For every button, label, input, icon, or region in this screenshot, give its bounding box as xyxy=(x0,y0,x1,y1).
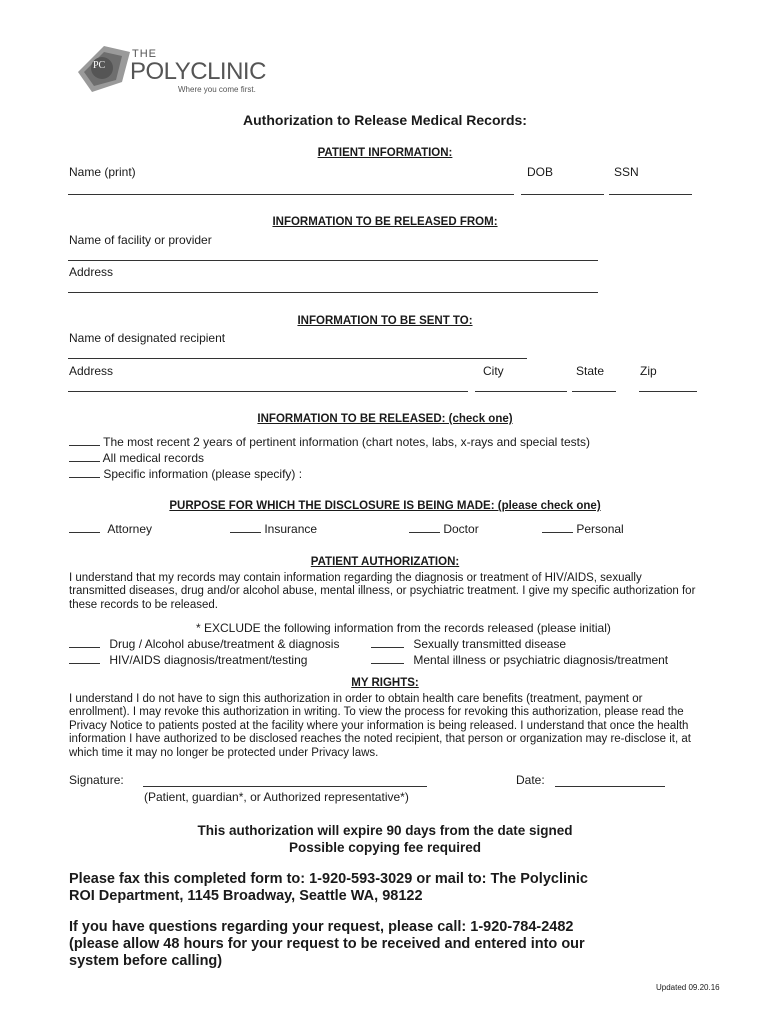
fax-line-2: ROI Department, 1145 Broadway, Seattle WA, 98122 xyxy=(69,888,423,904)
purpose-label: Personal xyxy=(576,522,624,536)
initial-blank[interactable] xyxy=(371,647,404,648)
release-option-recent[interactable] xyxy=(69,435,590,449)
signature-label: Signature: xyxy=(69,773,124,787)
dob-field[interactable] xyxy=(521,194,604,195)
zip-label: Zip xyxy=(640,364,657,378)
check-blank[interactable] xyxy=(542,532,573,533)
to-address-label: Address xyxy=(69,364,114,378)
questions-line-2: (please allow 48 hours for your request to be received and entered into our xyxy=(69,936,585,952)
ssn-label: SSN xyxy=(614,165,639,179)
logo xyxy=(74,42,264,98)
city-field[interactable] xyxy=(475,391,567,392)
exclusion-label: Mental illness or psychiatric diagnosis/treatment xyxy=(413,653,669,667)
exclude-drug-alcohol[interactable] xyxy=(69,637,339,651)
date-field[interactable] xyxy=(555,786,665,787)
state-label: State xyxy=(576,364,605,378)
from-address-field[interactable] xyxy=(68,292,598,293)
rights-heading: MY RIGHTS: xyxy=(351,677,419,689)
exclusion-label: Drug / Alcohol abuse/treatment & diagnosis xyxy=(109,637,340,651)
dob-label: DOB xyxy=(527,165,554,179)
initial-blank[interactable] xyxy=(69,663,100,664)
sent-to-heading: INFORMATION TO BE SENT TO: xyxy=(297,315,473,327)
form-title: Authorization to Release Medical Records: xyxy=(243,112,527,128)
state-field[interactable] xyxy=(572,391,616,392)
release-option-all[interactable] xyxy=(69,451,204,465)
purpose-label: Doctor xyxy=(443,522,479,536)
rights-text: I understand I do not have to sign this authorization in order to obtain health care benefits (treatment, payment or enrollment). I may revoke this authorization in writing. To view the process for revoking this authorization, please read the Privacy Notice to patients posted at the facility where your information is being released. I understand that once the health information I have authorized to be disclosed reaches the noted recipient, that person or organization may re-disclose it, at which time it may no longer be protected under Privacy laws. xyxy=(69,693,691,759)
name-field[interactable] xyxy=(68,194,514,195)
patient-info-heading: PATIENT INFORMATION: xyxy=(317,147,453,159)
fax-line-1: Please fax this completed form to: 1-920-593-3029 or mail to: The Polyclinic xyxy=(69,871,588,887)
authorization-heading: PATIENT AUTHORIZATION: xyxy=(310,556,460,568)
authorization-text: I understand that my records may contain information regarding the diagnosis or treatment of HIV/AIDS, sexually transmitted diseases, drug and/or alcohol abuse, mental illness, or psychiatric treatment. I give my specific authorization for these records to be released. xyxy=(69,572,696,611)
ssn-field[interactable] xyxy=(609,194,692,195)
signature-field[interactable] xyxy=(143,786,427,787)
date-label: Date: xyxy=(516,773,545,787)
fee-notice: Possible copying fee required xyxy=(288,840,482,855)
logo-tagline: Where you come first. xyxy=(178,85,256,94)
purpose-heading: PURPOSE FOR WHICH THE DISCLOSURE IS BEING MADE: (please check one) xyxy=(169,500,601,512)
to-release-heading: INFORMATION TO BE RELEASED: (check one) xyxy=(257,413,513,425)
purpose-personal[interactable] xyxy=(542,522,624,536)
check-blank[interactable] xyxy=(230,532,261,533)
questions-line-1: If you have questions regarding your request, please call: 1-920-784-2482 xyxy=(69,919,574,935)
initial-blank[interactable] xyxy=(371,663,404,664)
purpose-doctor[interactable] xyxy=(409,522,479,536)
questions-line-3: system before calling) xyxy=(69,953,223,969)
exclude-mental[interactable] xyxy=(371,653,668,667)
recipient-field[interactable] xyxy=(68,358,527,359)
purpose-insurance[interactable] xyxy=(230,522,317,536)
released-from-heading: INFORMATION TO BE RELEASED FROM: xyxy=(272,216,498,228)
expire-notice: This authorization will expire 90 days from the date signed xyxy=(197,823,573,838)
check-blank[interactable] xyxy=(69,461,100,462)
logo-the: THE xyxy=(132,48,157,60)
exclude-std[interactable] xyxy=(371,637,566,651)
signature-note: (Patient, guardian*, or Authorized representative*) xyxy=(144,790,409,804)
facility-field[interactable] xyxy=(68,260,598,261)
city-label: City xyxy=(483,364,504,378)
release-option-specific[interactable] xyxy=(69,467,302,481)
release-option-label: All medical records xyxy=(102,451,205,465)
updated-date: Updated 09.20.16 xyxy=(656,983,720,992)
to-address-field[interactable] xyxy=(68,391,468,392)
zip-field[interactable] xyxy=(639,391,697,392)
exclusion-label: Sexually transmitted disease xyxy=(413,637,567,651)
check-blank[interactable] xyxy=(69,532,100,533)
logo-badge: PC xyxy=(93,60,106,71)
name-label: Name (print) xyxy=(69,165,136,179)
from-address-label: Address xyxy=(69,265,114,279)
recipient-label: Name of designated recipient xyxy=(69,331,226,345)
check-blank[interactable] xyxy=(69,477,100,478)
logo-name: POLYCLINIC xyxy=(130,58,266,85)
initial-blank[interactable] xyxy=(69,647,100,648)
facility-label: Name of facility or provider xyxy=(69,233,212,247)
check-blank[interactable] xyxy=(69,445,100,446)
exclude-hiv[interactable] xyxy=(69,653,307,667)
purpose-label: Insurance xyxy=(264,522,318,536)
purpose-label: Attorney xyxy=(107,522,153,536)
check-blank[interactable] xyxy=(409,532,440,533)
release-option-label: Specific information (please specify) : xyxy=(103,467,303,481)
exclusion-label: HIV/AIDS diagnosis/treatment/testing xyxy=(109,653,308,667)
exclude-text: * EXCLUDE the following information from the records released (please initial) xyxy=(196,621,611,635)
release-option-label: The most recent 2 years of pertinent information (chart notes, labs, x-rays and special tests) xyxy=(103,435,591,449)
purpose-attorney[interactable] xyxy=(69,522,152,536)
